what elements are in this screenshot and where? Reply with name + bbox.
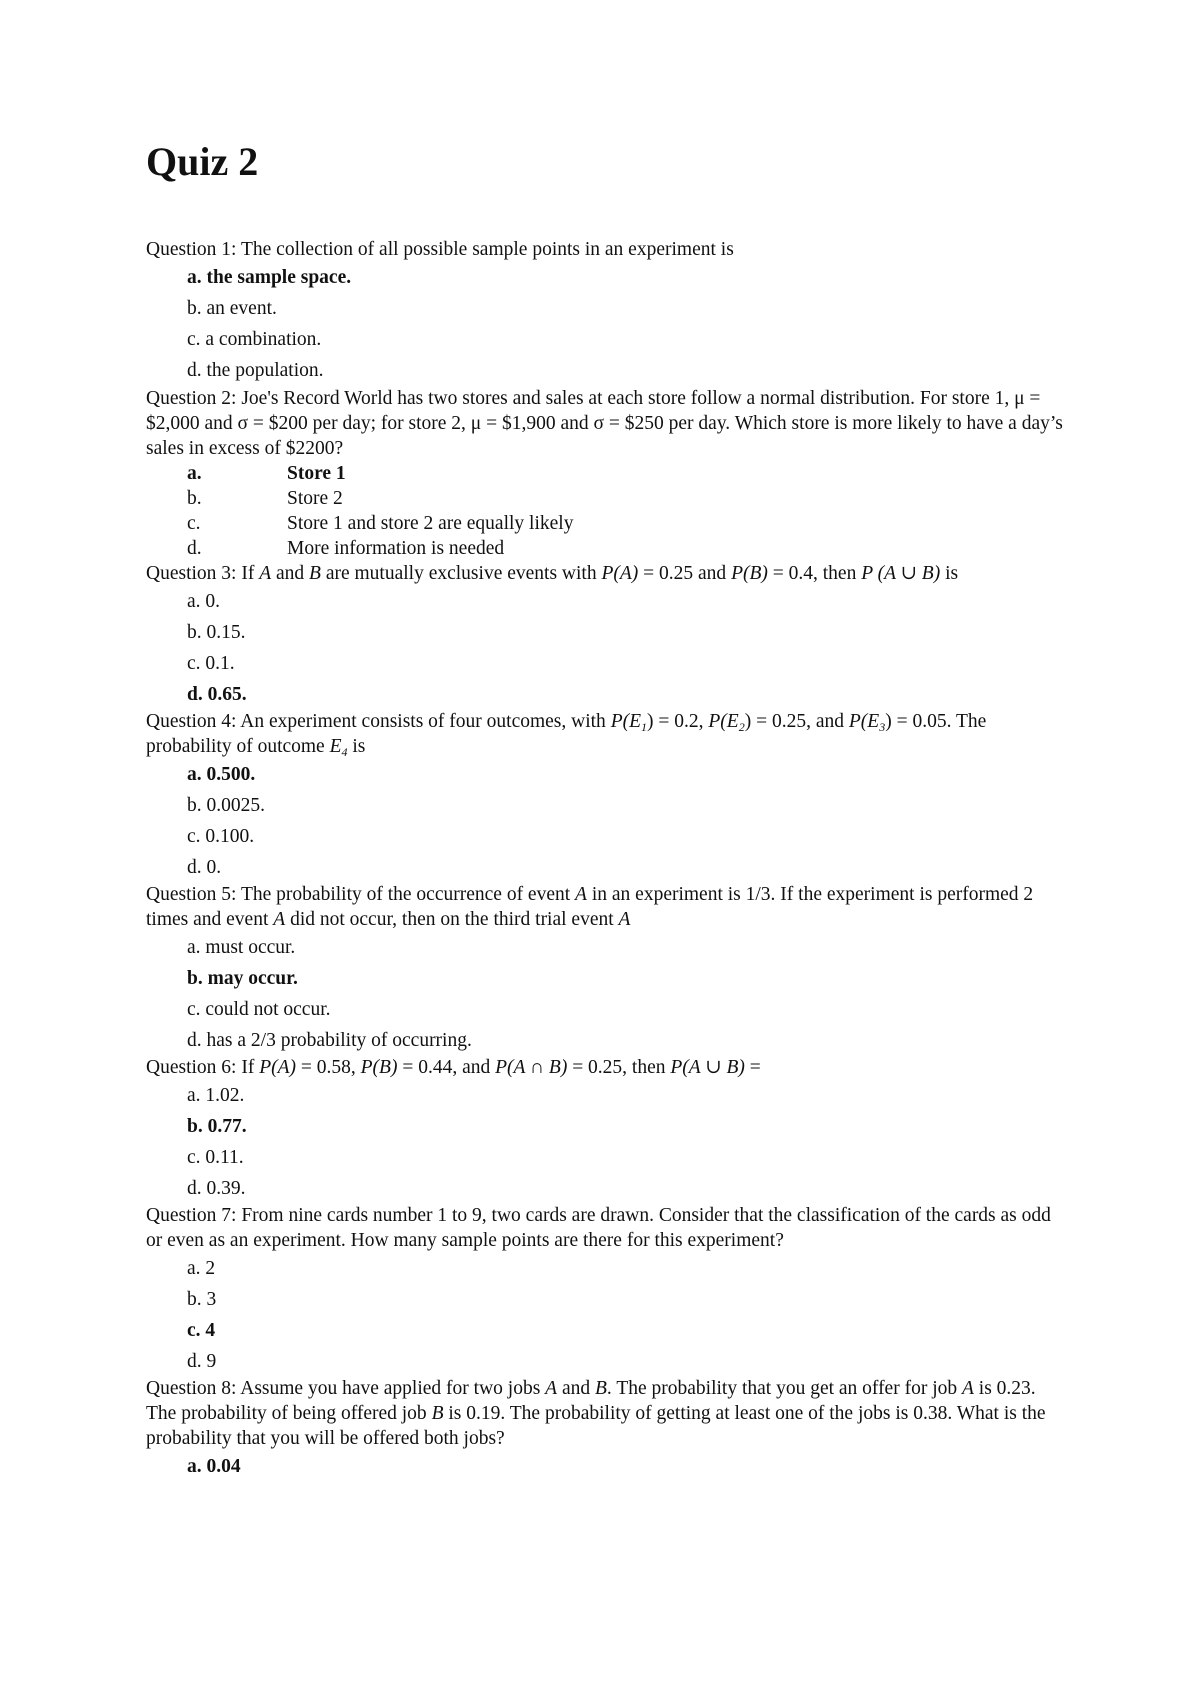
q4-text-1: Question 4: An experiment consists of four outcomes, with	[146, 711, 611, 732]
q6-prob-union: P(A ∪ B)	[670, 1057, 745, 1078]
q4-prob-e1: P(E	[610, 711, 642, 732]
q1-option-c: c. a combination.	[187, 329, 322, 350]
q8-option-a-text: a. 0.04	[187, 1456, 241, 1477]
question-5	[146, 882, 1066, 932]
q6-option-b-text: b. 0.77.	[187, 1116, 247, 1137]
page-title: Quiz 2	[146, 139, 259, 184]
q3-text-2: and	[271, 563, 310, 584]
question-1: Question 1: The collection of all possible sample points in an experiment is	[146, 239, 734, 260]
q5-option-d: d. has a 2/3 probability of occurring.	[187, 1030, 472, 1051]
q5-text-2: in an experiment is 1/3. If the experiment is performed 2 times and event	[146, 884, 1034, 930]
q6-text-1: Question 6: If	[146, 1057, 260, 1078]
q8-text-2: and	[557, 1378, 595, 1399]
q2-option-c	[187, 511, 1066, 536]
q4-option-d: d. 0.	[187, 857, 222, 878]
q7-option-d: d. 9	[187, 1351, 217, 1372]
q5-option-b	[187, 966, 1066, 997]
q6-text-2: = 0.58,	[296, 1057, 361, 1078]
q6-text-4: = 0.25, then	[567, 1057, 671, 1078]
question-2: Question 2: Joe's Record World has two stores and sales at each store follow a normal distribution. For store 1, μ = $2,000 and σ = $200 per day; for store 2, μ = $1,900 and σ = $250 per day. Which store is more likely to have a day’s sales in excess of $2200?	[146, 388, 1063, 459]
q3-prob-a: P(A)	[601, 563, 639, 584]
q6-text-3: = 0.44, and	[397, 1057, 496, 1078]
q7-option-b: b. 3	[187, 1289, 217, 1310]
q5-event-a-2: A	[273, 909, 286, 930]
q6-prob-a: P(A)	[259, 1057, 297, 1078]
q6-option-c: c. 0.11.	[187, 1147, 244, 1168]
question-7: Question 7: From nine cards number 1 to 9, two cards are drawn. Consider that the classification of the cards as odd or even as an experiment. How many sample points are there for this experiment?	[146, 1205, 1051, 1251]
q3-var-a: A	[259, 563, 272, 584]
q3-option-a: a. 0.	[187, 591, 221, 612]
q5-event-a-1: A	[575, 884, 587, 905]
q1-option-a	[187, 265, 1066, 296]
q4-sub-4: 4	[341, 745, 348, 759]
q3-var-b: B	[309, 563, 321, 584]
q4-text-2: ) = 0.2,	[647, 711, 709, 732]
q4-option-c: c. 0.100.	[187, 826, 255, 847]
q8-option-a	[187, 1454, 1066, 1479]
q2-option-b	[187, 486, 1066, 511]
q3-option-c: c. 0.1.	[187, 653, 235, 674]
q4-option-a	[187, 762, 1066, 793]
q2-option-b-letter: b.	[187, 488, 202, 509]
q8-job-a-2: A	[962, 1378, 974, 1399]
q2-option-d-text: More information is needed	[287, 538, 505, 559]
q2-option-a-letter: a.	[187, 463, 202, 484]
q8-text-4: is 0.23. The probability of being offered job	[146, 1378, 1036, 1424]
q5-option-c: c. could not occur.	[187, 999, 331, 1020]
q6-option-d: d. 0.39.	[187, 1178, 246, 1199]
q2-option-a-text: Store 1	[287, 463, 346, 484]
q2-option-b-text: Store 2	[287, 488, 343, 509]
q6-prob-intersection: P(A ∩ B)	[495, 1057, 568, 1078]
q3-option-d	[187, 682, 1066, 709]
q5-option-b-text: b. may occur.	[187, 968, 298, 989]
q5-text-3: did not occur, then on the third trial event	[285, 909, 619, 930]
q7-option-c	[187, 1318, 1066, 1349]
q1-option-d: d. the population.	[187, 360, 324, 381]
q2-option-a	[187, 461, 1066, 486]
q6-text-5: =	[744, 1057, 761, 1078]
q8-job-b-2: B	[431, 1403, 444, 1424]
question-4	[146, 709, 1066, 759]
quiz-content	[146, 237, 1066, 1479]
q4-sub-1: 1	[641, 720, 648, 734]
q5-event-a-3: A	[618, 909, 631, 930]
q1-option-a-text: a. the sample space.	[187, 267, 352, 288]
q2-option-d-letter: d.	[187, 538, 202, 559]
q2-option-c-letter: c.	[187, 513, 201, 534]
q4-sub-3: 3	[879, 720, 886, 734]
q8-text-5: is 0.19. The probability of getting at least one of the jobs is 0.38. What is the probability that you will be offered both jobs?	[146, 1403, 1046, 1449]
question-8	[146, 1376, 1066, 1451]
q3-text-6: is	[940, 563, 959, 584]
q5-option-a: a. must occur.	[187, 937, 296, 958]
q3-text-1: Question 3: If	[146, 563, 260, 584]
q4-prob-e3: P(E	[848, 711, 880, 732]
q3-text-4: = 0.25 and	[638, 563, 732, 584]
q7-option-c-text: c. 4	[187, 1320, 216, 1341]
q3-prob-b: P(B)	[731, 563, 768, 584]
q6-prob-b: P(B)	[360, 1057, 398, 1078]
q3-option-d-text: d. 0.65.	[187, 684, 247, 705]
q6-option-a: a. 1.02.	[187, 1085, 245, 1106]
q3-prob-union: P (A ∪ B)	[861, 563, 941, 584]
q7-option-a: a. 2	[187, 1258, 216, 1279]
q4-option-b: b. 0.0025.	[187, 795, 265, 816]
q4-text-4: ) = 0.05. The probability of outcome	[146, 711, 987, 757]
q5-text-1: Question 5: The probability of the occurrence of event	[146, 884, 576, 905]
q4-sub-2: 2	[738, 720, 745, 734]
q4-text-3: ) = 0.25, and	[744, 711, 849, 732]
q4-outcome-e4: E	[329, 736, 342, 757]
q3-text-5: = 0.4, then	[767, 563, 862, 584]
q3-option-b: b. 0.15.	[187, 622, 246, 643]
q8-job-a-1: A	[545, 1378, 558, 1399]
q4-prob-e2: P(E	[708, 711, 739, 732]
q8-text-3: . The probability that you get an offer for job	[606, 1378, 962, 1399]
q2-option-d	[187, 536, 1066, 561]
q2-option-c-text: Store 1 and store 2 are equally likely	[287, 513, 574, 534]
q4-text-5: is	[347, 736, 366, 757]
question-6	[146, 1055, 1066, 1080]
question-3	[146, 561, 1066, 586]
q6-option-b	[187, 1114, 1066, 1145]
q8-job-b-1: B	[595, 1378, 607, 1399]
q3-text-3: are mutually exclusive events with	[320, 563, 602, 584]
q4-option-a-text: a. 0.500.	[187, 764, 256, 785]
q8-text-1: Question 8: Assume you have applied for two jobs	[146, 1378, 546, 1399]
q1-option-b: b. an event.	[187, 298, 277, 319]
